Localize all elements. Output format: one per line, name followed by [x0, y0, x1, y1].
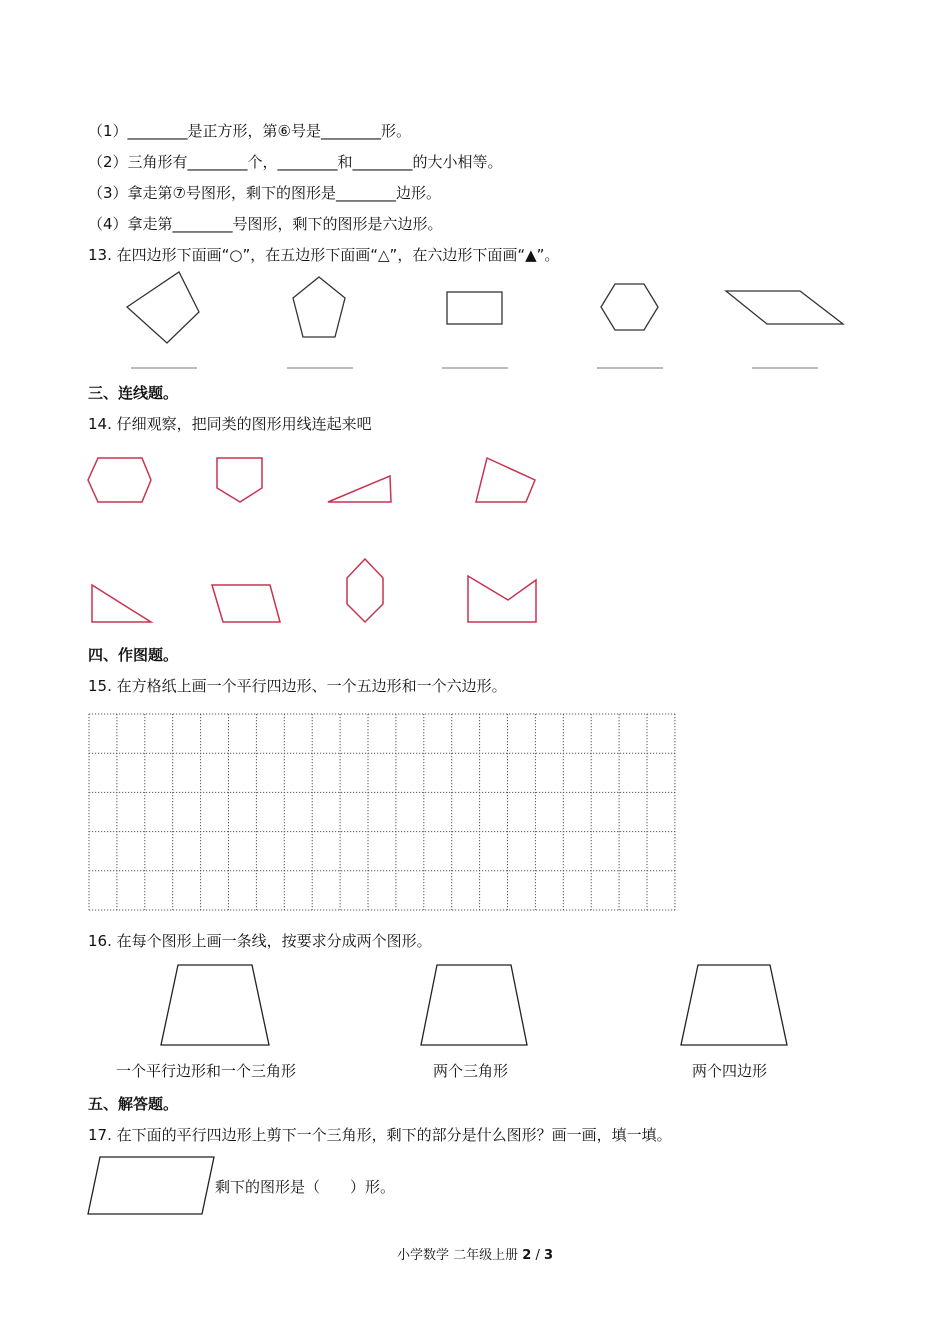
section4-title: 四、作图题。	[88, 646, 179, 664]
footer-page-sep: /	[531, 1248, 544, 1263]
q13-text: 13. 在四边形下面画“○”，在五边形下面画“△”，在六边形下面画“▲”。	[88, 246, 560, 264]
q12-sub3: （3）拿走第⑦号图形，剩下的图形是________边形。	[88, 184, 441, 202]
q14-parallelogram[interactable]	[212, 585, 280, 622]
q13-rectangle	[447, 292, 502, 324]
q17-parallelogram[interactable]	[88, 1157, 214, 1214]
q14-triangle-bottom[interactable]	[92, 585, 151, 622]
q14-concave-pentagon[interactable]	[468, 576, 536, 622]
q16-text: 16. 在每个图形上画一条线，按要求分成两个图形。	[88, 932, 432, 950]
q16-trapezoid-2[interactable]	[421, 965, 527, 1045]
q16-caption-2: 两个三角形	[433, 1062, 509, 1080]
footer-page-total: 3	[543, 1248, 554, 1263]
q15-grid[interactable]	[89, 714, 675, 910]
section5-title: 五、解答题。	[88, 1095, 179, 1113]
q17-text: 17. 在下面的平行四边形上剪下一个三角形，剩下的部分是什么图形？画一画，填一填。	[88, 1126, 672, 1144]
q16-caption-3: 两个四边形	[692, 1062, 768, 1080]
q16-caption-1: 一个平行边形和一个三角形	[116, 1062, 297, 1080]
q12-sub1: （1）________是正方形，第⑥号是________形。	[88, 122, 411, 140]
q14-pentagon[interactable]	[217, 458, 262, 502]
q16-trapezoid-1[interactable]	[161, 965, 269, 1045]
q14-text: 14. 仔细观察，把同类的图形用线连起来吧	[88, 415, 372, 433]
q13-parallelogram	[726, 291, 843, 324]
q13-quadrilateral	[127, 272, 199, 343]
q13-hexagon	[601, 284, 658, 330]
q15-text: 15. 在方格纸上画一个平行四边形、一个五边形和一个六边形。	[88, 677, 507, 695]
q14-quadrilateral[interactable]	[476, 458, 535, 502]
footer-page-current: 2	[522, 1248, 532, 1263]
q16-trapezoid-3[interactable]	[681, 965, 787, 1045]
q14-triangle-top[interactable]	[328, 476, 391, 502]
section3-title: 三、连线题。	[88, 384, 179, 402]
footer-subject: 小学数学 二年级上册	[396, 1248, 519, 1263]
q12-sub2: （2）三角形有________个，________和________的大小相等。	[88, 153, 503, 171]
q13-pentagon	[293, 277, 345, 337]
q12-sub4: （4）拿走第________号图形，剩下的图形是六边形。	[88, 215, 443, 233]
q17-answer-prompt[interactable]: 剩下的图形是（ ）形。	[215, 1178, 396, 1196]
page-footer	[0, 1247, 950, 1265]
q14-hexagon[interactable]	[88, 458, 151, 502]
q14-vertical-hexagon[interactable]	[347, 559, 383, 622]
